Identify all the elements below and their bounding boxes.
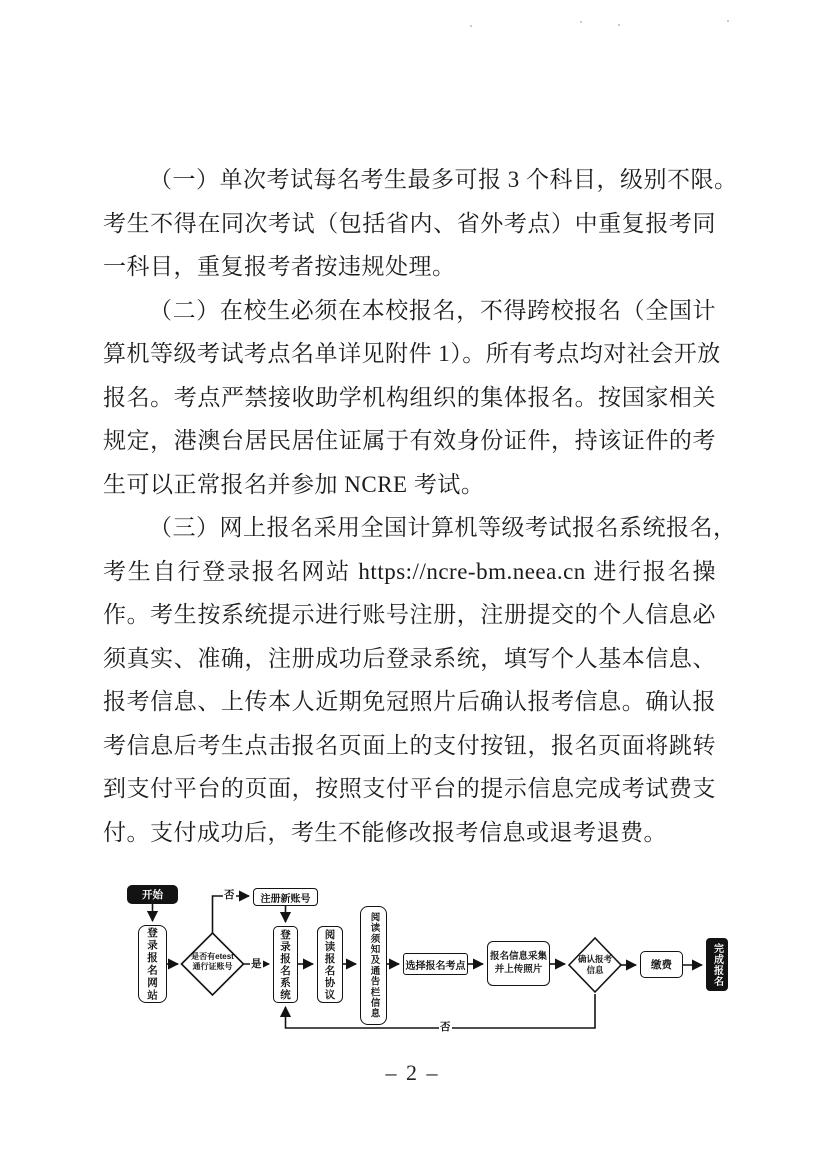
decision-text-line: 信息 (586, 965, 604, 976)
registration-flowchart (100, 878, 760, 1050)
read-notice-node: 阅读须知及通告栏信息 (360, 906, 387, 1025)
select-site-node: 选择报名考点 (403, 953, 468, 975)
edge-label-no-confirm: 否 (440, 1021, 451, 1033)
text-line: （一）单次考试每名考生最多可报 3 个科目，级别不限。 (149, 167, 738, 192)
login-system-node: 登录报名系统 (273, 926, 298, 1003)
finish-node: 完成报名 (706, 938, 728, 991)
start-node: 开始 (127, 885, 178, 904)
text-line: 须真实、准确，注册成功后登录系统，填写个人基本信息、 (103, 645, 716, 671)
decision-text-line: 是否有etest (191, 952, 234, 961)
text-line: （三）网上报名采用全国计算机等级考试报名系统报名， (149, 515, 737, 540)
text-line: 算机等级考试考点名单详见附件 1）。所有考点均对社会开放 (103, 341, 721, 366)
text-line: 一科目，重复报考者按违规处理。 (103, 254, 456, 279)
paragraph-3 (103, 506, 737, 854)
text-line: 考信息后考生点击报名页面上的支付按钮，报名页面将跳转 (103, 732, 716, 758)
decision-text-line: 确认报考 (577, 954, 612, 964)
pay-node: 缴费 (640, 951, 683, 978)
text-line: 作。考生按系统提示进行账号注册，注册提交的个人信息必 (103, 602, 716, 627)
edge-label-no-register: 否 (224, 889, 235, 901)
document-text (103, 158, 738, 854)
paragraph-1 (103, 158, 738, 289)
text-line: （二）在校生必须在本校报名，不得跨校报名（全国计 (149, 297, 716, 323)
scan-speck (727, 20, 729, 22)
paragraph-2 (103, 289, 721, 507)
node-text-line: 报名信息采集 (489, 950, 547, 962)
text-line: 报考信息、上传本人近期免冠照片后确认报考信息。确认报 (103, 689, 716, 714)
text-line: 规定，港澳台居民居住证属于有效身份证件，持该证件的考 (103, 428, 716, 453)
has-account-decision-label (180, 952, 245, 973)
text-line: 考生自行登录报名网站 https://ncre-bm.neea.cn 进行报名操 (103, 558, 716, 584)
register-account-node: 注册新账号 (253, 888, 318, 906)
scan-speck (470, 25, 472, 27)
confirm-info-decision-label (568, 954, 622, 976)
text-line: 报名。考点严禁接收助学机构组织的集体报名。按国家相关 (103, 384, 716, 410)
collect-info-node (487, 941, 550, 986)
read-agreement-node: 阅读报名协议 (317, 926, 343, 1003)
text-line: 到支付平台的页面，按照支付平台的提示信息完成考试费支 (103, 776, 716, 801)
text-line: 生可以正常报名并参加 NCRE 考试。 (103, 471, 485, 497)
edge-label-yes-login: 是 (251, 958, 262, 970)
decision-text-line: 通行证账号 (192, 962, 233, 972)
page-number: – 2 – (385, 1060, 440, 1085)
login-site-node: 登录报名网站 (138, 925, 167, 1003)
scan-speck (580, 21, 582, 23)
text-line: 付。支付成功后，考生不能修改报考信息或退考退费。 (103, 819, 667, 845)
text-line: 考生不得在同次考试（包括省内、省外考点）中重复报考同 (103, 210, 716, 236)
node-text-line: 并上传照片 (494, 963, 543, 975)
scan-speck (618, 24, 620, 26)
